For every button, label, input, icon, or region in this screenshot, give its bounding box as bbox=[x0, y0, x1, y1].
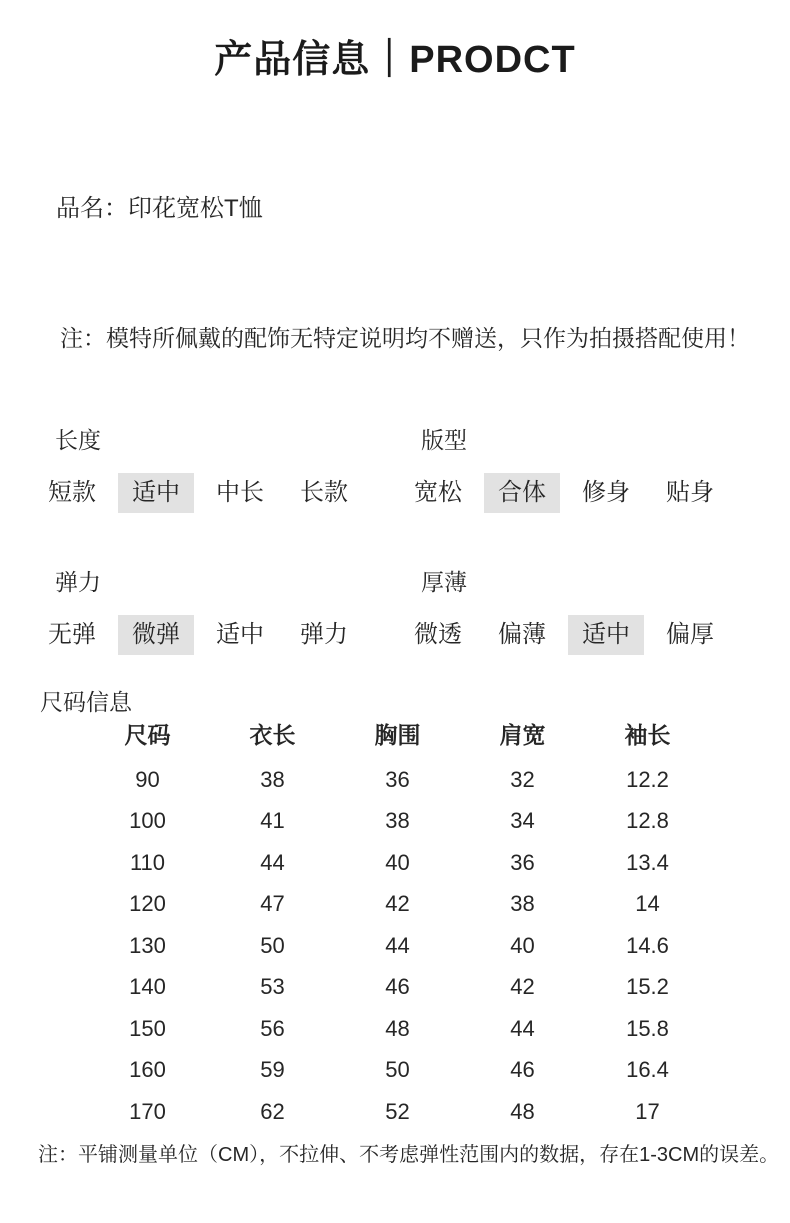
size-table-cell: 42 bbox=[510, 974, 535, 1000]
attr-option: 贴身 bbox=[666, 479, 714, 506]
size-table-header-cell: 胸围 bbox=[374, 721, 421, 748]
attr-option: 长款 bbox=[300, 479, 348, 506]
page-title: 产品信息｜PRODCT bbox=[214, 39, 576, 81]
size-table-cell: 34 bbox=[510, 808, 535, 834]
size-table-cell: 40 bbox=[385, 849, 410, 875]
attr-option-selected: 微弹 bbox=[118, 615, 194, 655]
attr-option: 短款 bbox=[48, 479, 96, 506]
size-table-row bbox=[85, 759, 710, 801]
size-table-cell: 40 bbox=[510, 932, 535, 958]
size-table-cell: 59 bbox=[260, 1057, 285, 1083]
accessory-notice: 注：模特所佩戴的配饰无特定说明均不赠送，只作为拍摄搭配使用！ bbox=[60, 325, 750, 351]
attr-group-label-thickness: 厚薄 bbox=[421, 569, 467, 595]
size-table-cell: 14 bbox=[635, 891, 660, 917]
size-table-row bbox=[85, 1091, 710, 1133]
attr-group-label-stretch: 弹力 bbox=[55, 569, 101, 595]
size-table-cell: 53 bbox=[260, 974, 285, 1000]
attr-option: 偏厚 bbox=[666, 621, 714, 648]
size-table-header-row bbox=[85, 707, 710, 759]
size-table-row bbox=[85, 1050, 710, 1092]
size-table-header-cell: 肩宽 bbox=[499, 721, 546, 748]
size-info-title: 尺码信息 bbox=[40, 689, 132, 715]
size-table-cell: 46 bbox=[385, 974, 410, 1000]
attr-option: 偏薄 bbox=[498, 621, 546, 648]
size-table-cell: 130 bbox=[129, 932, 166, 958]
attr-option: 宽松 bbox=[414, 479, 462, 506]
attr-options-row-length bbox=[34, 473, 362, 513]
size-table-cell: 36 bbox=[510, 849, 535, 875]
size-table-row bbox=[85, 1008, 710, 1050]
size-table-cell: 46 bbox=[510, 1057, 535, 1083]
size-table-cell: 47 bbox=[260, 891, 285, 917]
size-table-cell: 13.4 bbox=[626, 849, 669, 875]
size-table-cell: 50 bbox=[260, 932, 285, 958]
size-table-cell: 170 bbox=[129, 1098, 166, 1124]
size-table-cell: 56 bbox=[260, 1015, 285, 1041]
attr-option: 微透 bbox=[414, 621, 462, 648]
size-table-cell: 140 bbox=[129, 974, 166, 1000]
attr-options-row-stretch bbox=[34, 615, 362, 655]
attr-group-length bbox=[34, 426, 362, 513]
attr-option-selected: 适中 bbox=[118, 473, 194, 513]
size-table-cell: 48 bbox=[385, 1015, 410, 1041]
size-table-cell: 14.6 bbox=[626, 932, 669, 958]
attr-option-selected: 合体 bbox=[484, 473, 560, 513]
attr-options-row-thickness bbox=[400, 615, 728, 655]
attr-group-label-fit: 版型 bbox=[421, 427, 467, 453]
attr-group-thickness bbox=[400, 568, 728, 655]
size-table-cell: 38 bbox=[510, 891, 535, 917]
size-table-cell: 62 bbox=[260, 1098, 285, 1124]
size-table-cell: 17 bbox=[635, 1098, 660, 1124]
size-table-cell: 100 bbox=[129, 808, 166, 834]
size-table-row bbox=[85, 967, 710, 1009]
product-name-value: 印花宽松T恤 bbox=[128, 195, 263, 222]
size-table-row bbox=[85, 801, 710, 843]
size-table-cell: 32 bbox=[510, 766, 535, 792]
measurement-footnote: 注：平铺测量单位（CM），不拉伸、不考虑弹性范围内的数据，存在1-3CM的误差。 bbox=[38, 1144, 780, 1166]
size-table-row bbox=[85, 842, 710, 884]
attr-option: 弹力 bbox=[300, 621, 348, 648]
size-table-cell: 44 bbox=[260, 849, 285, 875]
size-table-cell: 12.2 bbox=[626, 766, 669, 792]
attr-option: 适中 bbox=[216, 621, 264, 648]
size-table-cell: 52 bbox=[385, 1098, 410, 1124]
size-table-cell: 42 bbox=[385, 891, 410, 917]
attr-group-label-length: 长度 bbox=[55, 427, 101, 453]
product-name-label: 品名： bbox=[56, 195, 128, 222]
attr-options-row-fit bbox=[400, 473, 728, 513]
attr-group-stretch bbox=[34, 568, 362, 655]
size-table-cell: 16.4 bbox=[626, 1057, 669, 1083]
size-table-header-cell: 衣长 bbox=[249, 721, 296, 748]
size-table-cell: 38 bbox=[385, 808, 410, 834]
product-name-line bbox=[56, 188, 263, 223]
size-table-cell: 15.2 bbox=[626, 974, 669, 1000]
attr-option: 无弹 bbox=[48, 621, 96, 648]
size-table-cell: 36 bbox=[385, 766, 410, 792]
size-table-header-cell: 尺码 bbox=[124, 721, 171, 748]
size-table-cell: 90 bbox=[135, 766, 160, 792]
attr-option: 中长 bbox=[216, 479, 264, 506]
size-table bbox=[85, 707, 710, 1133]
attr-option-selected: 适中 bbox=[568, 615, 644, 655]
size-table-cell: 50 bbox=[385, 1057, 410, 1083]
size-table-cell: 38 bbox=[260, 766, 285, 792]
size-table-cell: 44 bbox=[385, 932, 410, 958]
size-table-cell: 160 bbox=[129, 1057, 166, 1083]
size-table-row bbox=[85, 925, 710, 967]
size-table-cell: 12.8 bbox=[626, 808, 669, 834]
size-table-cell: 48 bbox=[510, 1098, 535, 1124]
attr-group-fit bbox=[400, 426, 728, 513]
size-table-cell: 15.8 bbox=[626, 1015, 669, 1041]
size-table-header-cell: 袖长 bbox=[624, 721, 671, 748]
size-table-cell: 110 bbox=[129, 849, 166, 875]
size-table-row bbox=[85, 884, 710, 926]
size-table-cell: 120 bbox=[129, 891, 166, 917]
size-table-cell: 41 bbox=[260, 808, 285, 834]
attr-option: 修身 bbox=[582, 479, 630, 506]
size-table-cell: 44 bbox=[510, 1015, 535, 1041]
size-table-cell: 150 bbox=[129, 1015, 166, 1041]
